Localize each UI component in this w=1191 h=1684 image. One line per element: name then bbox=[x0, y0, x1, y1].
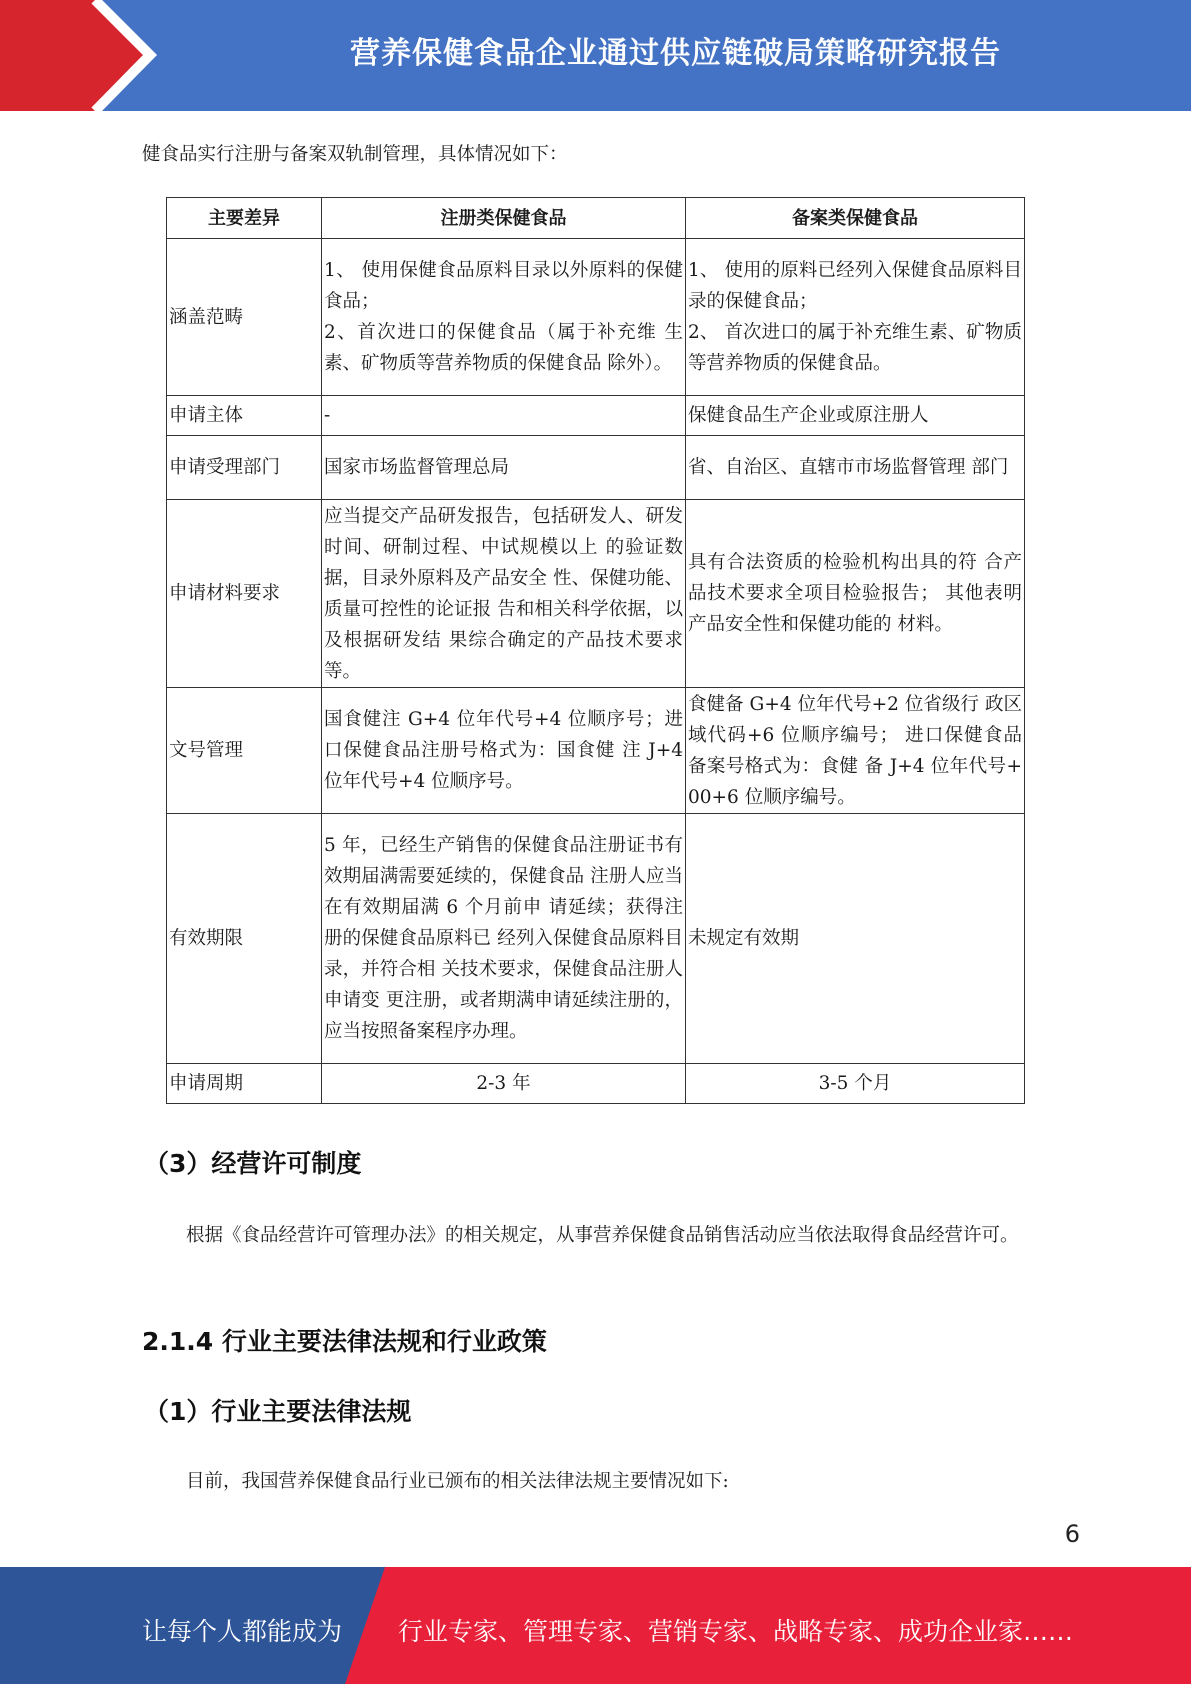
red-arrow-shape bbox=[0, 0, 150, 111]
registration-cell: 应当提交产品研发报告，包括研发人、研发时间、研制过程、中试规模以上 的验证数据，目录外原料及产品安全 性、保健功能、质量可控性的论证报 告和相关科学依据，以及根据研发结 果综合确定的产品技术要求等。 bbox=[322, 500, 686, 688]
table-row bbox=[167, 1064, 1025, 1104]
section-paragraph: 根据《食品经营许可管理办法》的相关规定，从事营养保健食品销售活动应当依法取得食品经营许可。 bbox=[186, 1225, 1019, 1246]
row-label: 申请材料要求 bbox=[167, 500, 322, 688]
record-cell: 未规定有效期 bbox=[686, 814, 1025, 1064]
footer-slogan-left: 让每个人都能成为 bbox=[142, 1617, 343, 1646]
intro-text: 健食品实行注册与备案双轨制管理，具体情况如下： bbox=[142, 144, 568, 165]
registration-cell: 1、 使用保健食品原料目录以外原料的保健食品； 2、首次进口的保健食品（属于补充维 生素、矿物质等营养物质的保健食品 除外）。 bbox=[322, 239, 686, 396]
registration-cell: 2-3 年 bbox=[322, 1064, 686, 1104]
page-number: 6 bbox=[1064, 1520, 1080, 1548]
table-header-cell: 备案类保健食品 bbox=[686, 198, 1025, 239]
record-cell: 具有合法资质的检验机构出具的符 合产品技术要求全项目检验报告； 其他表明产品安全性和保健功能的 材料。 bbox=[686, 500, 1025, 688]
table-row bbox=[167, 239, 1025, 396]
comparison-table bbox=[166, 197, 1025, 1104]
row-label: 涵盖范畴 bbox=[167, 239, 322, 396]
section-heading-business-license: （3）经营许可制度 bbox=[144, 1149, 362, 1178]
registration-cell: 5 年，已经生产销售的保健食品注册证书有效期届满需要延续的，保健食品 注册人应当在有效期届满 6 个月前申 请延续；获得注册的保健食品原料已 经列入保健食品原料目录，并符合相 关技术要求，保健食品注册人申请变 更注册，或者期满申请延续注册的， 应当按照备案程序办理。 bbox=[322, 814, 686, 1064]
registration-cell: 国家市场监督管理总局 bbox=[322, 436, 686, 500]
section-heading-laws-policies: 2.1.4 行业主要法律法规和行业政策 bbox=[142, 1327, 547, 1356]
row-label: 申请受理部门 bbox=[167, 436, 322, 500]
table-row bbox=[167, 396, 1025, 436]
record-cell: 食健备 G+4 位年代号+2 位省级行 政区域代码+6 位顺序编号； 进口保健食品备案号格式为：食健 备 J+4 位年代号+00+6 位顺序编号。 bbox=[686, 688, 1025, 814]
row-label: 文号管理 bbox=[167, 688, 322, 814]
table-header-cell: 注册类保健食品 bbox=[322, 198, 686, 239]
registration-cell: 国食健注 G+4 位年代号+4 位顺序号；进口保健食品注册号格式为：国食健 注 J+4 位年代号+4 位顺序号。 bbox=[322, 688, 686, 814]
row-label: 有效期限 bbox=[167, 814, 322, 1064]
record-cell: 保健食品生产企业或原注册人 bbox=[686, 396, 1025, 436]
record-cell: 3-5 个月 bbox=[686, 1064, 1025, 1104]
table-header-cell: 主要差异 bbox=[167, 198, 322, 239]
table-row bbox=[167, 436, 1025, 500]
section-heading-main-laws: （1）行业主要法律法规 bbox=[144, 1397, 412, 1426]
page-footer bbox=[0, 1567, 1191, 1684]
table-header-row bbox=[167, 198, 1025, 239]
table-row bbox=[167, 814, 1025, 1064]
page-header bbox=[0, 0, 1191, 111]
table-row bbox=[167, 500, 1025, 688]
row-label: 申请主体 bbox=[167, 396, 322, 436]
table-row bbox=[167, 688, 1025, 814]
record-cell: 1、 使用的原料已经列入保健食品原料目录的保健食品； 2、 首次进口的属于补充维生素、矿物质等营养物质的保健食品。 bbox=[686, 239, 1025, 396]
report-title: 营养保健食品企业通过供应链破局策略研究报告 bbox=[350, 36, 1001, 71]
row-label: 申请周期 bbox=[167, 1064, 322, 1104]
footer-slogan-right: 行业专家、管理专家、营销专家、战略专家、成功企业家…… bbox=[398, 1617, 1074, 1646]
header-arrow-decoration bbox=[0, 0, 170, 111]
registration-cell: - bbox=[322, 396, 686, 436]
section-paragraph: 目前，我国营养保健食品行业已颁布的相关法律法规主要情况如下: bbox=[186, 1471, 729, 1492]
record-cell: 省、自治区、直辖市市场监督管理 部门 bbox=[686, 436, 1025, 500]
